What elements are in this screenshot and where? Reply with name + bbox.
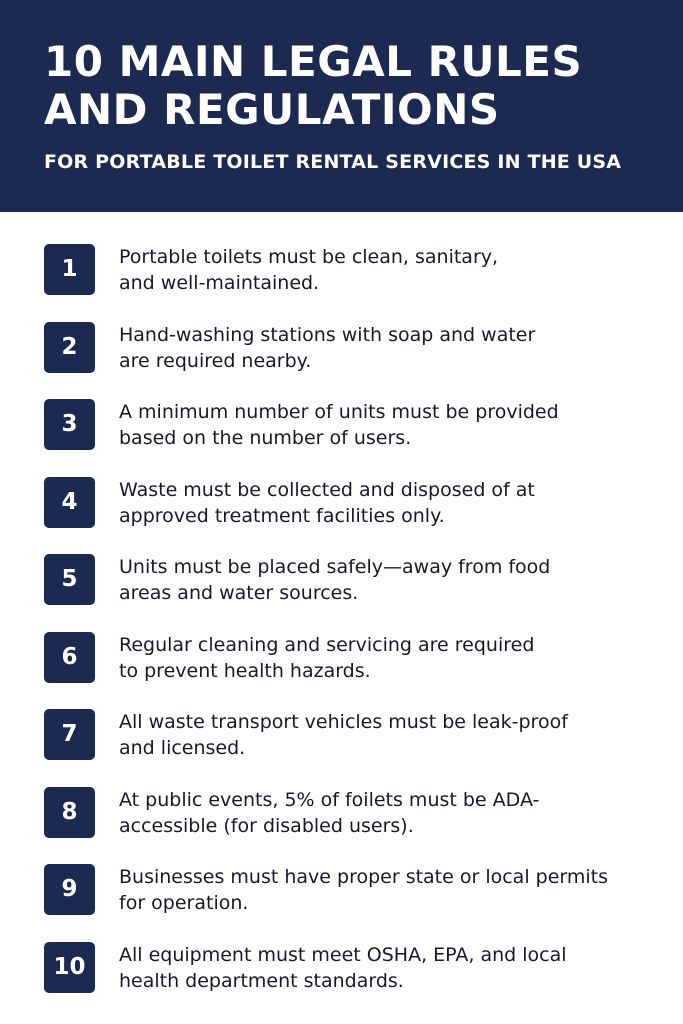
rule-text: Regular cleaning and servicing are required to prevent health hazards. xyxy=(119,633,535,682)
rule-number-badge: 6 xyxy=(44,632,95,683)
rule-text: A minimum number of units must be provided based on the number of users. xyxy=(119,401,559,449)
rule-number-badge: 7 xyxy=(44,709,95,760)
rule-item-1 xyxy=(44,244,664,322)
rule-number-badge: 3 xyxy=(44,399,95,450)
rule-item-8 xyxy=(44,787,664,865)
rule-item-4 xyxy=(44,477,664,555)
rule-number-badge: 2 xyxy=(44,322,95,373)
rule-item-2 xyxy=(44,322,664,400)
rule-item-10 xyxy=(44,942,664,1020)
rule-item-9 xyxy=(44,864,664,942)
rule-item-3 xyxy=(44,399,664,477)
rule-number-badge: 9 xyxy=(44,864,95,915)
rule-text: At public events, 5% of foilets must be ADA- accessible (for disabled users). xyxy=(119,788,540,837)
page-subtitle: FOR PORTABLE TOILET RENTAL SERVICES IN THE USA xyxy=(44,151,622,173)
rule-text: Hand-washing stations with soap and water are required nearby. xyxy=(119,323,536,372)
rule-number-badge: 10 xyxy=(44,942,95,993)
rule-item-5 xyxy=(44,554,664,632)
rule-number-badge: 1 xyxy=(44,244,95,295)
rule-item-6 xyxy=(44,632,664,710)
header-banner xyxy=(0,0,683,212)
page-title: 10 MAIN LEGAL RULES AND REGULATIONS xyxy=(44,37,583,134)
rule-number-badge: 5 xyxy=(44,554,95,605)
rule-text: Waste must be collected and disposed of at approved treatment facilities only. xyxy=(119,478,535,527)
rule-number-badge: 8 xyxy=(44,787,95,838)
rules-list xyxy=(44,244,664,1019)
rule-text: All waste transport vehicles must be leak-proof and licensed. xyxy=(119,711,568,759)
rule-number-badge: 4 xyxy=(44,477,95,528)
rule-text: Portable toilets must be clean, sanitary, and well-maintained. xyxy=(119,246,499,294)
rule-text: Businesses must have proper state or local permits for operation. xyxy=(119,866,609,914)
rule-item-7 xyxy=(44,709,664,787)
rule-text: Units must be placed safely—away from food areas and water sources. xyxy=(119,556,551,604)
rule-text: All equipment must meet OSHA, EPA, and local health department standards. xyxy=(119,943,567,992)
